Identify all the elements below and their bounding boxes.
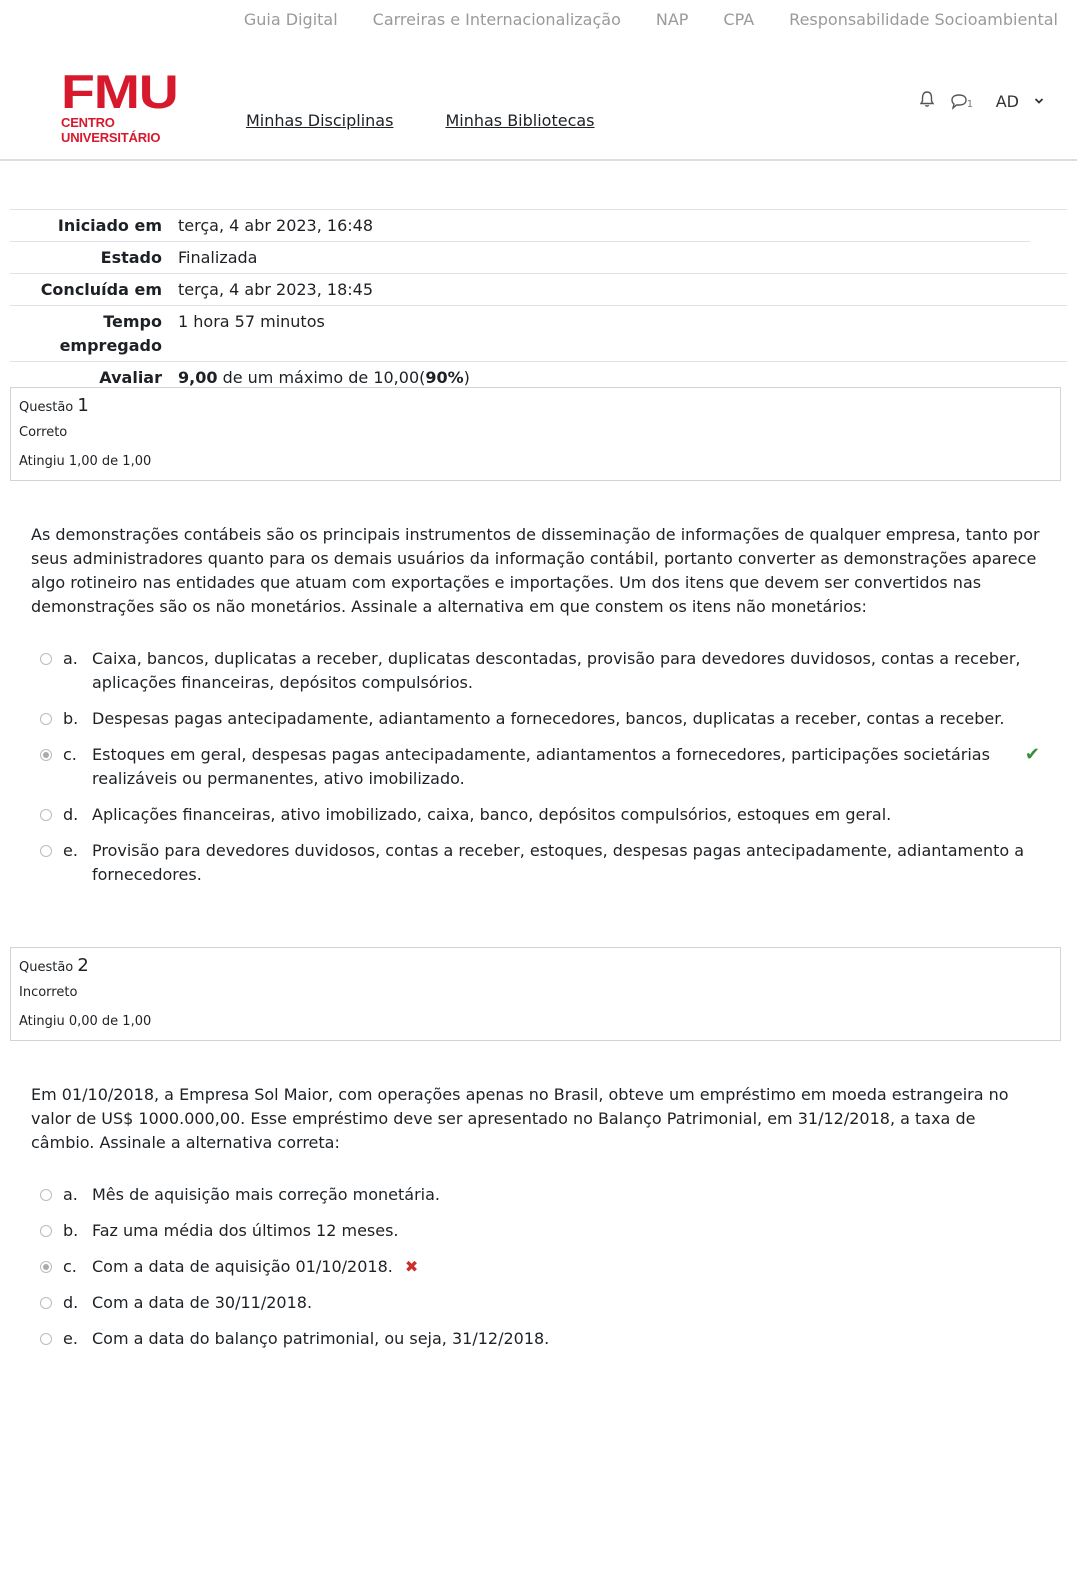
radio-button[interactable] xyxy=(40,809,52,821)
radio-button[interactable] xyxy=(40,1297,52,1309)
summary-row-state xyxy=(10,242,1067,274)
message-count: 1 xyxy=(966,99,974,110)
summary-value: 1 hora 57 minutos xyxy=(178,312,325,331)
top-links xyxy=(244,10,1058,29)
summary-label: Iniciado em xyxy=(57,216,162,235)
user-initials[interactable]: AD xyxy=(995,91,1019,111)
summary-label: Concluída em xyxy=(40,280,162,299)
summary-row-time xyxy=(10,306,1067,362)
answer-option-selected[interactable]: c. Com a data de aquisição 01/10/2018. ✖ xyxy=(40,1255,1040,1279)
question-state: Incorreto xyxy=(19,985,78,1000)
radio-button[interactable] xyxy=(40,1333,52,1345)
answer-option[interactable]: e. Provisão para devedores duvidosos, contas a receber, estoques, despesas pagas antecipadamente, adiantamento a fornecedores. xyxy=(40,839,1040,887)
nav-minhas-bibliotecas[interactable]: Minhas Bibliotecas xyxy=(445,111,595,130)
question-number: Questão 1 xyxy=(19,395,89,416)
link-cpa[interactable]: CPA xyxy=(723,10,755,29)
link-guia-digital[interactable]: Guia Digital xyxy=(243,10,338,29)
question-grade: Atingiu 1,00 de 1,00 xyxy=(19,454,152,469)
logo-title: FMU xyxy=(61,65,178,118)
summary-value: Finalizada xyxy=(178,248,258,267)
question-text: Em 01/10/2018, a Empresa Sol Maior, com operações apenas no Brasil, obteve um empréstimo em moeda estrangeira no valor de US$ 1000.000,00. Esse empréstimo deve ser apresentado no Balanço Patrimonial, em 31/12/2018, a taxa de câmbio. Assinale a alternativa correta: xyxy=(31,1085,1009,1152)
nav-minhas-disciplinas[interactable]: Minhas Disciplinas xyxy=(246,111,394,130)
chat-icon xyxy=(950,92,968,110)
messages-button[interactable] xyxy=(950,92,972,110)
link-carreiras[interactable]: Carreiras e Internacionalização xyxy=(372,10,621,29)
logo-subtitle: CENTRO UNIVERSITÁRIO xyxy=(61,115,161,145)
link-responsabilidade[interactable]: Responsabilidade Socioambiental xyxy=(789,10,1058,29)
question-state: Correto xyxy=(19,425,68,440)
radio-button[interactable] xyxy=(40,713,52,725)
answer-option[interactable]: a. Caixa, bancos, duplicatas a receber, duplicatas descontadas, provisão para devedores duvidosos, contas a receber, aplicações financeiras, depósitos compulsórios. xyxy=(40,647,1040,695)
summary-label: Estado xyxy=(100,248,162,267)
question-text: As demonstrações contábeis são os principais instrumentos de disseminação de informações de qualquer empresa, tanto por seus administradores quanto para os demais usuários da informação contábil, portanto converter as demonstrações aparece algo rotineiro nas entidades que atuam com exportações e importações. Um dos itens que devem ser convertidos nas demonstrações são os não monetários. Assinale a alternativa em que constem os itens não monetários: xyxy=(31,525,1040,616)
answer-option[interactable]: b. Despesas pagas antecipadamente, adiantamento a fornecedores, bancos, duplicatas a receber, contas a receber. xyxy=(40,707,1040,731)
attempt-summary xyxy=(10,209,1067,393)
answer-option[interactable]: a. Mês de aquisição mais correção monetária. xyxy=(40,1183,1040,1207)
answer-option[interactable]: e. Com a data do balanço patrimonial, ou seja, 31/12/2018. xyxy=(40,1327,1040,1351)
question-grade: Atingiu 0,00 de 1,00 xyxy=(19,1014,152,1029)
link-nap[interactable]: NAP xyxy=(655,10,689,29)
radio-button[interactable] xyxy=(40,1225,52,1237)
summary-value: terça, 4 abr 2023, 18:45 xyxy=(178,280,374,299)
summary-row-completed xyxy=(10,274,1067,306)
bell-icon[interactable] xyxy=(918,90,936,112)
cross-icon: ✖ xyxy=(404,1257,419,1276)
check-icon: ✔ xyxy=(1024,744,1040,765)
radio-button-checked[interactable] xyxy=(40,749,52,761)
radio-button[interactable] xyxy=(40,653,52,665)
summary-row-started xyxy=(10,210,1030,242)
answer-option-selected[interactable]: c. Estoques em geral, despesas pagas antecipadamente, adiantamentos a fornecedores, participações societárias realizáveis ou permanentes, ativo imobilizado. ✔ xyxy=(40,743,1040,791)
radio-button[interactable] xyxy=(40,845,52,857)
question-info xyxy=(10,387,1061,481)
question-info xyxy=(10,947,1061,1041)
site-header xyxy=(0,60,1077,161)
answer-option[interactable]: d. Aplicações financeiras, ativo imobilizado, caixa, banco, depósitos compulsórios, estoques em geral. xyxy=(40,803,1040,827)
user-menu xyxy=(918,90,1045,112)
summary-label: Avaliar xyxy=(99,368,162,387)
summary-label: Tempo empregado xyxy=(59,312,162,355)
chevron-down-icon[interactable] xyxy=(1033,92,1045,111)
answer-list xyxy=(40,647,1040,899)
question-number: Questão 2 xyxy=(19,955,89,976)
answer-option[interactable]: d. Com a data de 30/11/2018. xyxy=(40,1291,1040,1315)
radio-button[interactable] xyxy=(40,1189,52,1201)
radio-button-checked[interactable] xyxy=(40,1261,52,1273)
main-nav xyxy=(246,111,595,130)
answer-option[interactable]: b. Faz uma média dos últimos 12 meses. xyxy=(40,1219,1040,1243)
summary-value: 9,00 de um máximo de 10,00(90%) xyxy=(178,368,470,387)
answer-list xyxy=(40,1183,1040,1363)
fmu-logo[interactable] xyxy=(61,65,197,145)
summary-value: terça, 4 abr 2023, 16:48 xyxy=(178,216,374,235)
